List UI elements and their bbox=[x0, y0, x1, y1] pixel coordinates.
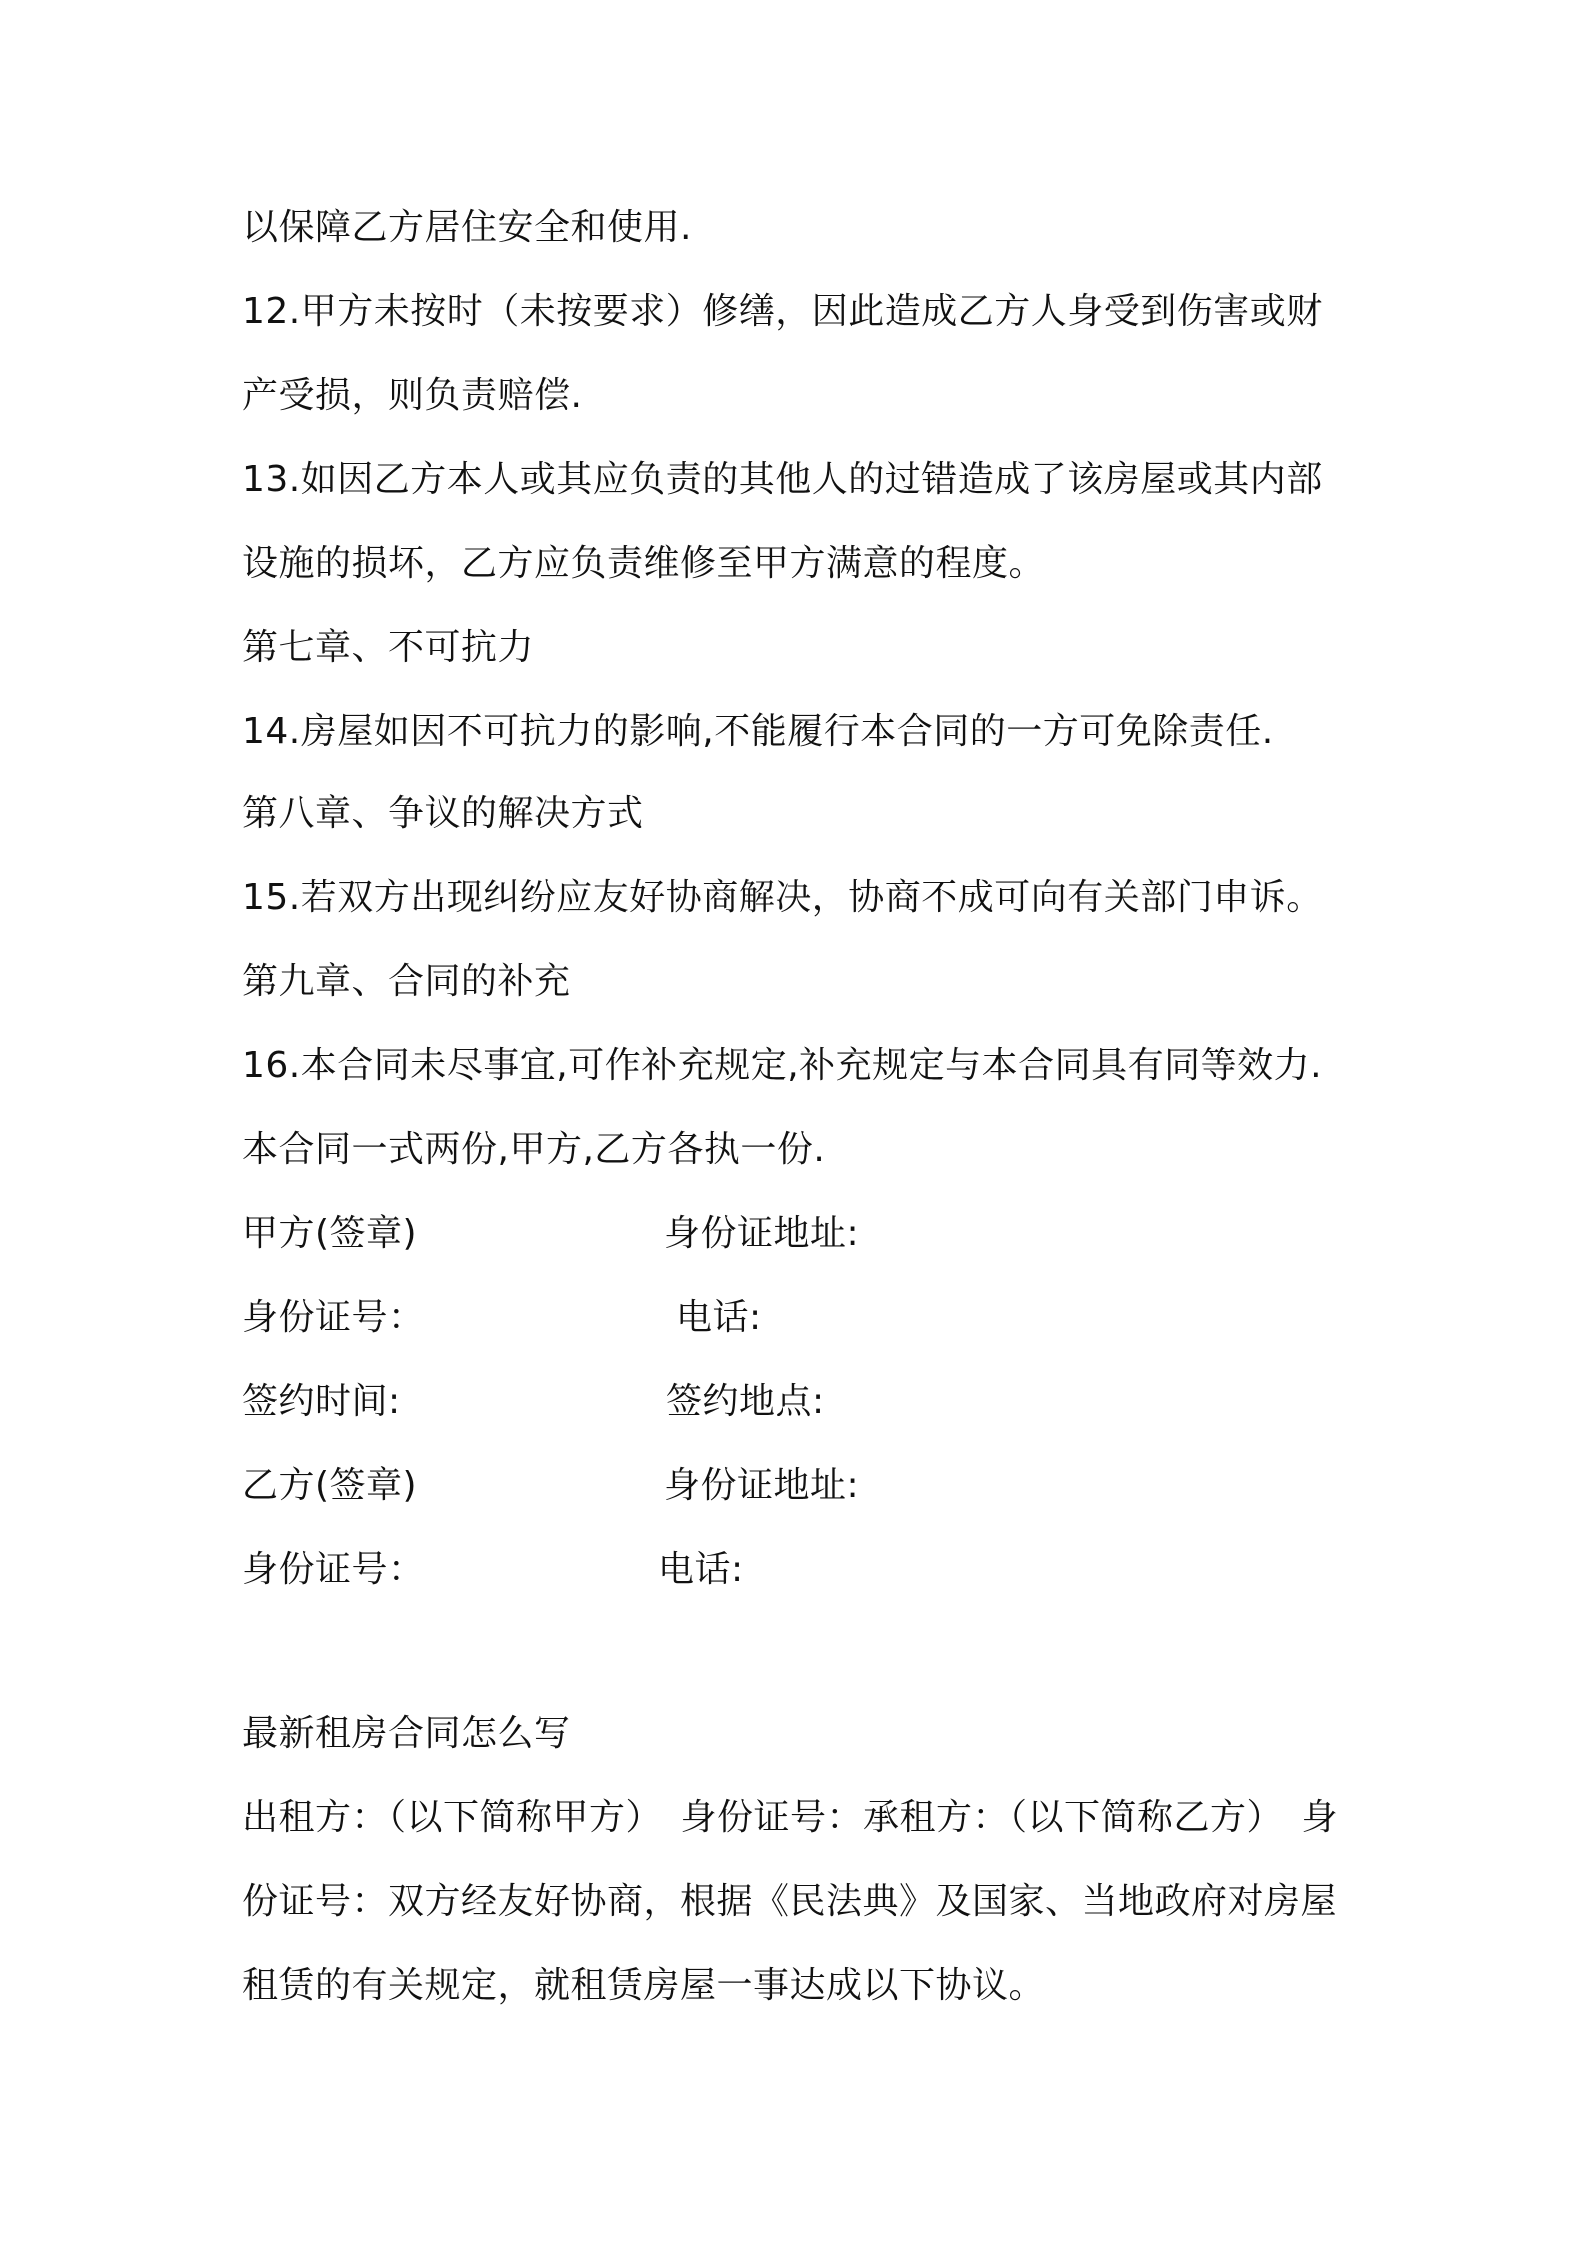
chapter-heading: 第七章、不可抗力 bbox=[242, 627, 535, 668]
signature-label-address: 身份证地址: bbox=[664, 1213, 860, 1254]
signature-label-place: 签约地点: bbox=[666, 1381, 825, 1422]
section-title: 最新租房合同怎么写 bbox=[242, 1713, 571, 1754]
text-line: 产受损，则负责赔偿. bbox=[242, 375, 583, 416]
text-line: 出租方：（以下简称甲方） 身份证号：承租方：（以下简称乙方） 身 bbox=[242, 1797, 1339, 1838]
signature-label-party-a: 甲方(签章) bbox=[242, 1213, 418, 1254]
signature-label-phone: 电话: bbox=[676, 1297, 762, 1338]
text-line: 12.甲方未按时（未按要求）修缮，因此造成乙方人身受到伤害或财 bbox=[242, 291, 1323, 332]
text-line: 16.本合同未尽事宜,可作补充规定,补充规定与本合同具有同等效力. bbox=[242, 1045, 1323, 1086]
signature-label-party-b: 乙方(签章) bbox=[242, 1465, 418, 1506]
text-line: 份证号：双方经友好协商，根据《民法典》及国家、当地政府对房屋 bbox=[242, 1881, 1338, 1922]
text-line: 设施的损坏，乙方应负责维修至甲方满意的程度。 bbox=[242, 543, 1046, 584]
text-line: 13.如因乙方本人或其应负责的其他人的过错造成了该房屋或其内部 bbox=[242, 459, 1323, 500]
text-line: 租赁的有关规定，就租赁房屋一事达成以下协议。 bbox=[242, 1965, 1046, 2006]
chapter-heading: 第九章、合同的补充 bbox=[242, 961, 571, 1002]
text-line: 以保障乙方居住安全和使用. bbox=[242, 207, 692, 248]
signature-label-id: 身份证号： bbox=[242, 1297, 425, 1338]
signature-label-address: 身份证地址: bbox=[664, 1465, 860, 1506]
text-line: 15.若双方出现纠纷应友好协商解决，协商不成可向有关部门申诉。 bbox=[242, 877, 1323, 918]
signature-label-date: 签约时间: bbox=[242, 1381, 401, 1422]
signature-label-phone: 电话: bbox=[658, 1549, 744, 1590]
signature-label-id: 身份证号： bbox=[242, 1549, 425, 1590]
text-line: 本合同一式两份,甲方,乙方各执一份. bbox=[242, 1129, 826, 1170]
text-line: 14.房屋如因不可抗力的影响,不能履行本合同的一方可免除责任. bbox=[242, 711, 1274, 752]
chapter-heading: 第八章、争议的解决方式 bbox=[242, 793, 644, 834]
